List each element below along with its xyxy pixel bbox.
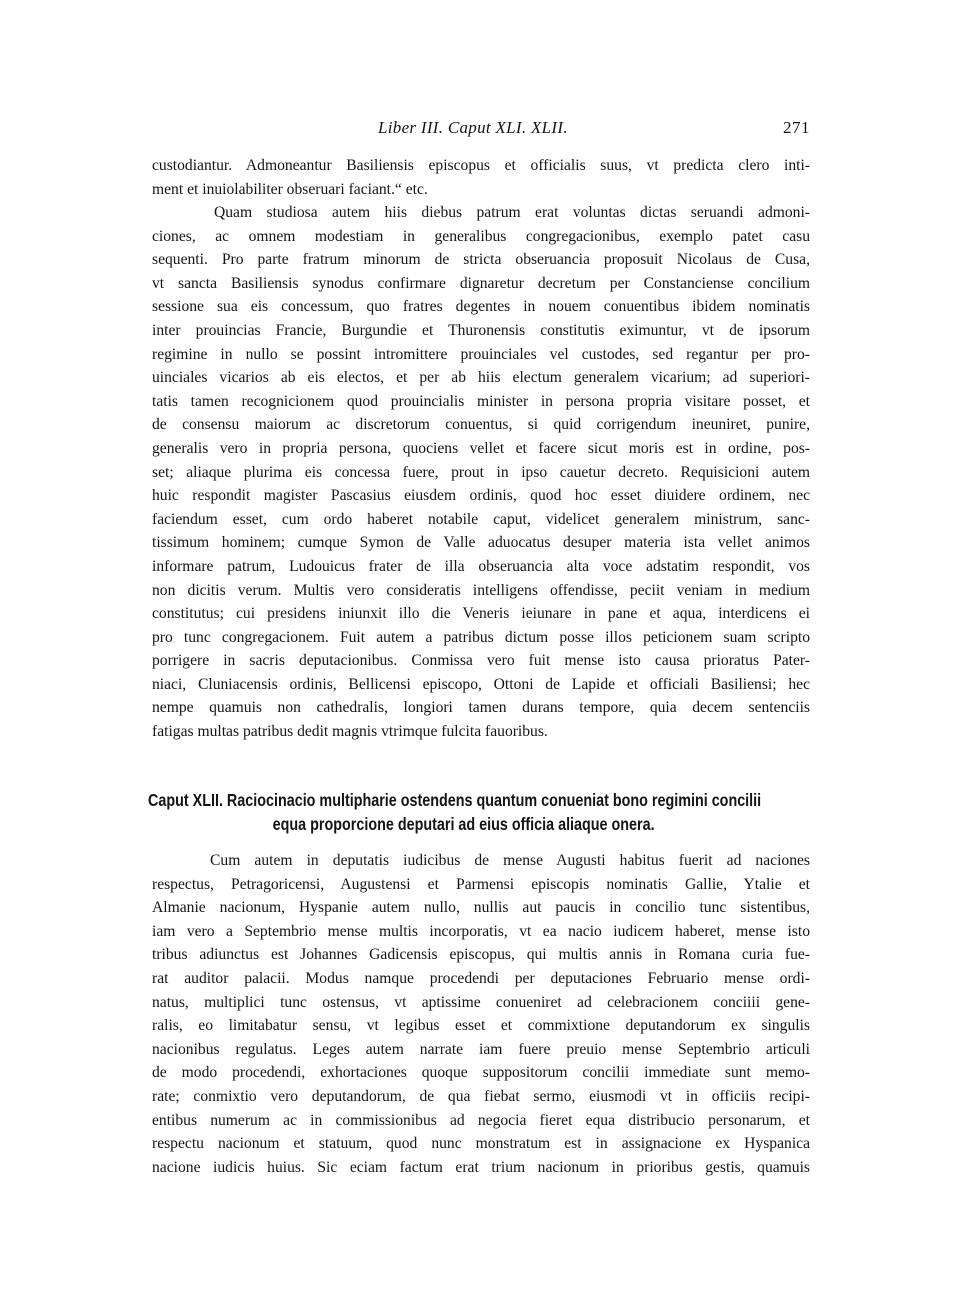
text-line: sessione sua eis concessum, quo fratres degentes in nouem conuentibus ibidem nominatis bbox=[152, 298, 810, 316]
paragraph-continuation bbox=[152, 154, 810, 201]
text-line: tatis tamen recognicionem quod prouincialis minister in persona propria visitare posset, et bbox=[152, 392, 810, 410]
paragraph-body bbox=[152, 201, 810, 744]
text-line: Cum autem in deputatis iudicibus de mense Augusti habitus fuerit ad naciones bbox=[210, 852, 810, 869]
running-title: Liber III. Caput XLI. XLII. bbox=[378, 118, 568, 137]
text-line: tribus adiunctus est Johannes Gadicensis episcopus, qui multis annis in Romana curia fue- bbox=[152, 946, 810, 964]
text-line: constitutus; cui presidens iniunxit illo die Veneris ieiunare in pane et aqua, interdicens ei bbox=[152, 605, 810, 623]
text-line: nacionibus regulatus. Leges autem narrate iam fuere preuio mense Septembrio articuli bbox=[152, 1040, 810, 1058]
text-line: inter prouincias Francie, Burgundie et Thuronensis constitutis eximuntur, vt de ipsorum bbox=[152, 321, 810, 339]
text-line: informare patrum, Ludouicus frater de illa obseruancia alta voce adstatim respondit, vos bbox=[152, 557, 810, 575]
text-line: non dicitis verum. Multis vero consideratis intelligens offendisse, peciit veniam in medium bbox=[152, 581, 810, 599]
text-line: entibus numerum ac in commissionibus ad negocia fieret equa distribucio personarum, et bbox=[152, 1111, 810, 1129]
text-line: respectu nacionum et statuum, quod nunc monstratum est in assignacione ex Hyspanica bbox=[152, 1135, 810, 1153]
chapter-heading-line: Caput XLII. Raciocinacio multipharie ostendens quantum conueniat bono regimini concilii bbox=[148, 790, 762, 810]
paragraph-body bbox=[152, 849, 810, 1179]
text-line: niaci, Cluniacensis ordinis, Bellicensi episcopo, Ottoni de Lapide et officiali Basiliensi; hec bbox=[152, 675, 810, 693]
text-line: faciendum esset, cum ordo haberet notabile caput, videlicet generalem ministrum, sanc- bbox=[152, 510, 810, 528]
text-line: iam vero a Septembrio mense multis incorporatis, vt ea nacio iudicem haberet, mense isto bbox=[152, 922, 810, 940]
text-line: respectus, Petragoricensi, Augustensi et Parmensi episcopis nominatis Gallie, Ytalie et bbox=[152, 875, 810, 893]
text-line: porrigere in sacris deputacionibus. Conmissa vero fuit mense isto causa prioratus Pater- bbox=[152, 652, 810, 670]
text-line: de consensu maiorum ac discretorum conuentus, si quid corrigendum ineuniret, punire, bbox=[152, 416, 810, 434]
text-line: ciones, ac omnem modestiam in generalibus congregacionibus, exemplo patet casu bbox=[152, 227, 810, 245]
text-line: sequenti. Pro parte fratrum minorum de stricta obseruancia proposuit Nicolaus de Cusa, bbox=[152, 251, 810, 269]
text-line: uinciales vicarios ab eis electos, et per ab hiis electum generalem vicarium; ad superiori- bbox=[152, 369, 810, 387]
text-line: rate; conmixtio vero deputandorum, de qua fiebat sermo, eiusmodi vt in officiis recipi- bbox=[152, 1087, 810, 1105]
text-line: generalis vero in propria persona, quociens vellet et facere sicut moris est in ordine, pos- bbox=[152, 439, 810, 457]
text-line: ment et inuiolabiliter obseruari faciant.“ etc. bbox=[152, 180, 428, 198]
text-line: rat auditor palacii. Modus namque procedendi per deputaciones Februario mense ordi- bbox=[152, 969, 810, 987]
text-line: set; aliaque plurima eis concessa fuere, prout in ipso cauetur decreto. Requisicioni autem bbox=[152, 463, 810, 481]
chapter-heading bbox=[148, 788, 814, 836]
text-line: nacione iudicis huius. Sic eciam factum erat trium nacionum in prioribus gestis, quamuis bbox=[152, 1158, 810, 1176]
text-line: vt sancta Basiliensis synodus confirmare dignaretur decretum per Constanciense concilium bbox=[152, 274, 810, 292]
page-number: 271 bbox=[783, 118, 810, 137]
text-line: ralis, eo limitabatur sensu, vt legibus esset et commixtione deputandorum ex singulis bbox=[152, 1017, 810, 1035]
text-line: pro tunc congregacionem. Fuit autem a patribus dictum posse illos peticionem suam scripto bbox=[152, 628, 810, 646]
text-line: de modo procedendi, exhortaciones quoque suppositorum concilii immediate sunt memo- bbox=[152, 1064, 810, 1082]
text-line: natus, multiplici tunc ostensus, vt aptissime conueniret ad celebracionem conciiii gene- bbox=[152, 993, 810, 1011]
text-line: tissimum hominem; cumque Symon de Valle aduocatus desuper materia ista vellet animos bbox=[152, 534, 810, 552]
text-line: huic respondit magister Pascasius eiusdem ordinis, quod hoc esset diuidere ordinem, nec bbox=[152, 487, 810, 505]
text-line: Almanie nacionum, Hyspanie autem nullo, nullis aut paucis in concilio tunc sistentibus, bbox=[152, 899, 810, 917]
text-line: Quam studiosa autem hiis diebus patrum erat voluntas dictas seruandi admoni- bbox=[214, 204, 810, 221]
text-line: regimine in nullo se possint intromittere prouinciales vel custodes, sed regantur per pro- bbox=[152, 345, 810, 363]
text-line: nempe quamuis non cathedralis, longiori tamen durans tempore, quia decem sentenciis bbox=[152, 699, 810, 717]
text-line: fatigas multas patribus dedit magnis vtrimque fulcita fauoribus. bbox=[152, 723, 548, 741]
text-line: custodiantur. Admoneantur Basiliensis episcopus et officialis suus, vt predicta clero inti- bbox=[152, 157, 810, 174]
chapter-heading-line: equa proporcione deputari ad eius officia aliaque onera. bbox=[272, 814, 655, 834]
